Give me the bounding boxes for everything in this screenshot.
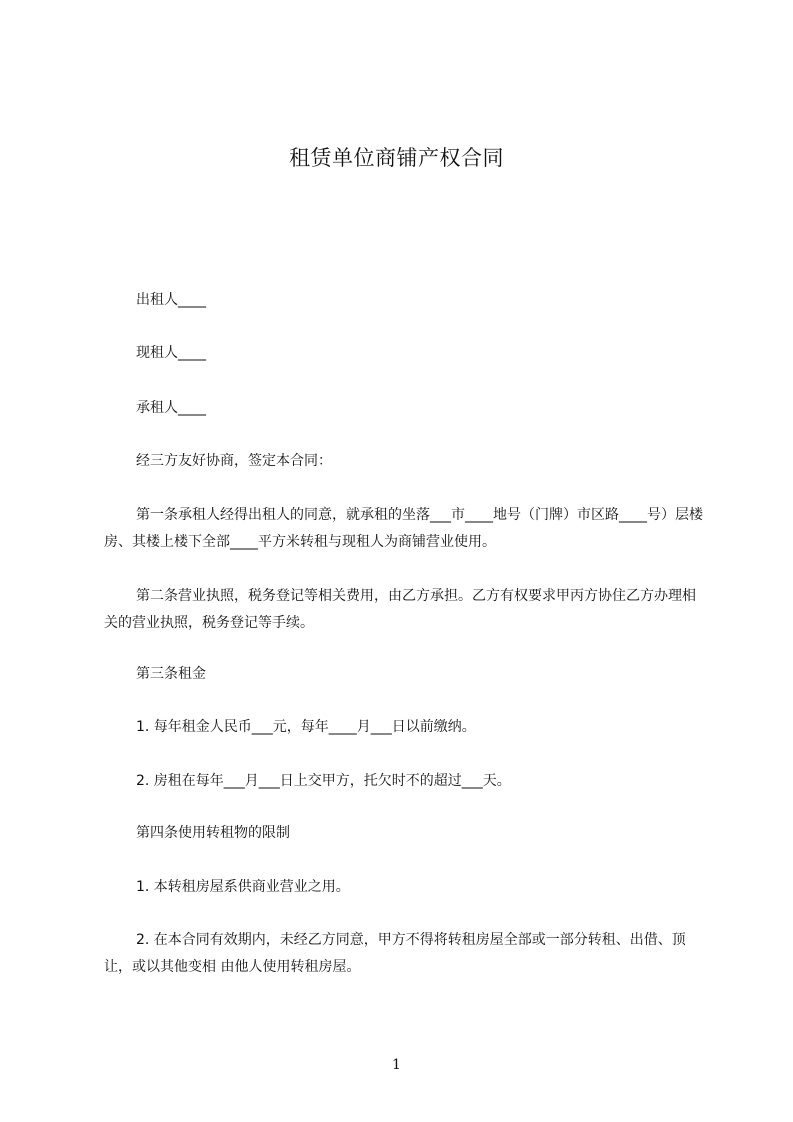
rent-item-2: 2. 房租在每年___月___日上交甲方，托欠时不的超过___天。 [136,773,511,789]
document-title: 租赁单位商铺产权合同 [289,146,504,170]
sublessee-line: 承租人____ [136,400,206,416]
article-1-paragraph [104,502,706,556]
lessor-line: 出租人____ [136,292,206,308]
restriction-item-2-paragraph [104,927,706,981]
article-3-heading: 第三条租金 [136,666,206,682]
rent-item-1: 1. 每年租金人民币___元，每年____月___日以前缴纳。 [136,719,476,735]
current-tenant-line: 现租人____ [136,345,206,361]
restriction-item-2-text: 2. 在本合同有效期内，未经乙方同意，甲方不得将转租房屋全部或一部分转租、出借、顶让，或以其他变相 由他人使用转租房屋。 [104,932,686,975]
page-number: 1 [392,1057,401,1073]
article-4-heading: 第四条使用转租物的限制 [136,825,290,841]
article-2-text: 第二条营业执照，税务登记等相关费用，由乙方承担。乙方有权要求甲丙方协住乙方办理相关的营业执照，税务登记等手续。 [104,588,696,631]
restriction-item-1: 1. 本转租房屋系供商业营业之用。 [136,879,350,895]
agreement-intro: 经三方友好协商，签定本合同： [136,453,332,469]
article-2-paragraph [104,583,706,637]
article-1-text: 第一条承租人经得出租人的同意，就承租的坐落___市____地号（门牌）市区路____号）层楼房、其楼上楼下全部____平方米转租与现租人为商铺营业使用。 [104,507,703,550]
